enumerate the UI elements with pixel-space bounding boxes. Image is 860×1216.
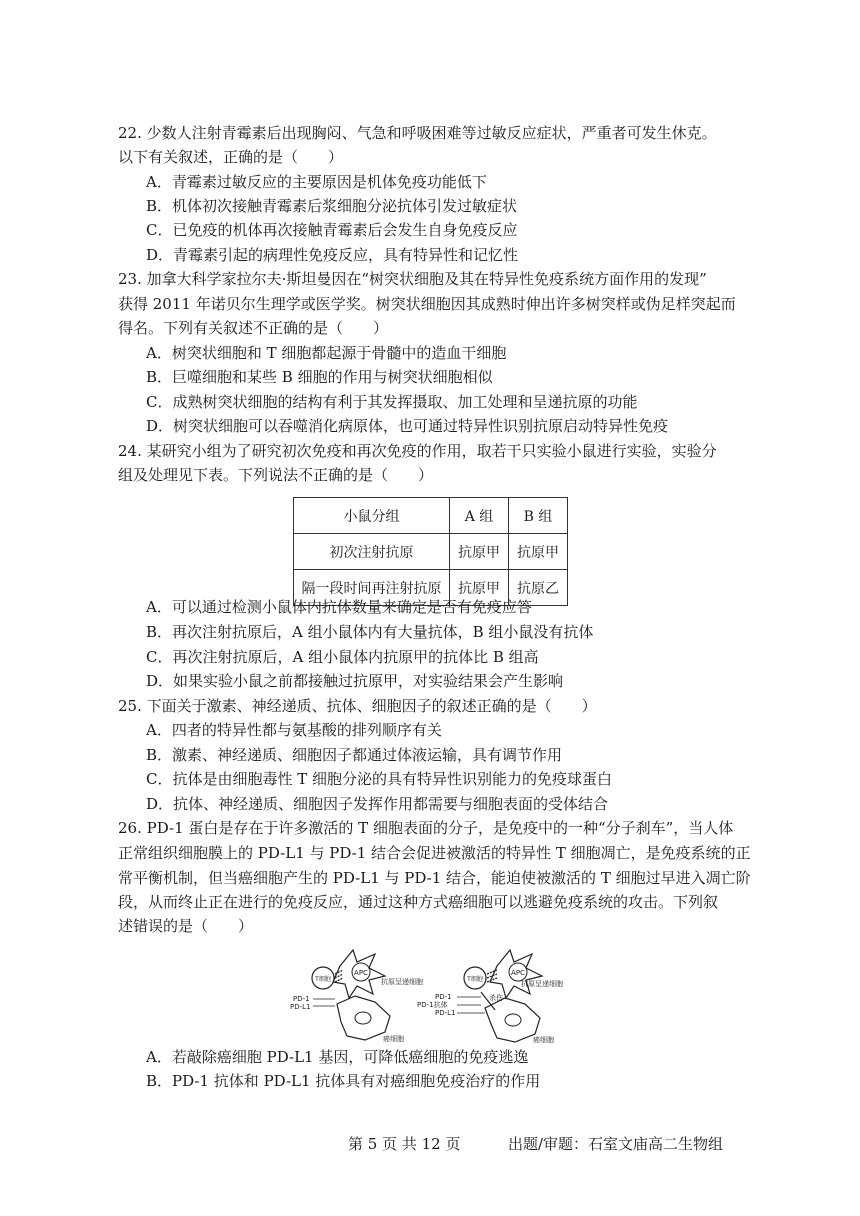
q23-option-c: C．成熟树突状细胞的结构有利于其发挥摄取、加工处理和呈递抗原的功能: [146, 393, 638, 411]
page-number: 第 5 页 共 12 页: [348, 1135, 461, 1153]
right-tcell-label: T细胞: [467, 976, 483, 983]
q23-option-d: D．树突状细胞可以吞噬消化病原体，也可通过特异性识别抗原启动特异性免疫: [146, 417, 669, 435]
q23-stem-line3: 得名。下列有关叙述不正确的是（ ）: [118, 319, 389, 337]
q26-stem-line5: 述错误的是（ ）: [118, 917, 254, 935]
cancer-cell-shape: [485, 998, 540, 1042]
q26-stem-line2: 正常组织细胞膜上的 PD-L1 与 PD-1 结合会促进被激活的特异性 T 细胞凋亡，是免疫系统的正: [118, 844, 751, 862]
table-header-cell: A 组: [450, 498, 509, 534]
q25-option-a: A．四者的特异性都与氨基酸的排列顺序有关: [146, 721, 442, 739]
cancer-nucleus: [505, 1014, 521, 1026]
footer-source: 出题/审题：石室文庙高二生物组: [508, 1135, 724, 1153]
q24-experiment-table: [293, 497, 568, 606]
right-kill-label: 杀伤: [489, 994, 503, 1002]
q25-option-b: B．激素、神经递质、细胞因子都通过体液运输，具有调节作用: [146, 746, 563, 764]
q24-option-c: C．再次注射抗原后，A 组小鼠体内抗原甲的抗体比 B 组高: [146, 648, 539, 666]
left-cancer-label: 癌细胞: [383, 1035, 404, 1043]
table-header-row: [294, 498, 568, 534]
right-pd1-label: PD-1: [435, 993, 452, 1001]
table-cell: 抗原甲: [450, 534, 509, 570]
table-cell: 隔一段时间再注射抗原: [294, 570, 450, 606]
q23-stem-line1: 23. 加拿大科学家拉尔夫·斯坦曼因在“树突状细胞及其在特异性免疫系统方面作用的发现”: [118, 270, 707, 288]
q22-option-b: B．机体初次接触青霉素后浆细胞分泌抗体引发过敏症状: [146, 197, 518, 215]
q26-option-b: B．PD-1 抗体和 PD-L1 抗体具有对癌细胞免疫治疗的作用: [146, 1072, 541, 1090]
right-cancer-label: 癌细胞: [533, 1036, 554, 1044]
table-cell: 初次注射抗原: [294, 534, 450, 570]
table-cell: 抗原乙: [509, 570, 568, 606]
q22-option-c: C．已免疫的机体再次接触青霉素后会发生自身免疫反应: [146, 221, 518, 239]
q24-stem-line2: 组及处理见下表。下列说法不正确的是（ ）: [118, 466, 434, 484]
q25-option-c: C．抗体是由细胞毒性 T 细胞分泌的具有特异性识别能力的免疫球蛋白: [146, 770, 613, 788]
q26-stem-line3: 常平衡机制，但当癌细胞产生的 PD-L1 与 PD-1 结合，能迫使被激活的 T 细胞过早进入凋亡阶: [118, 869, 751, 887]
left-apc-label: APC: [354, 969, 368, 977]
cancer-cell-shape: [337, 996, 390, 1040]
table-row: [294, 534, 568, 570]
q25-stem-line1: 25. 下面关于激素、神经递质、抗体、细胞因子的叙述正确的是（ ）: [118, 697, 597, 715]
left-apc-text: 抗原呈递细胞: [381, 978, 423, 986]
q22-stem-line2: 以下有关叙述，正确的是（ ）: [118, 148, 344, 166]
q23-option-a: A．树突状细胞和 T 细胞都起源于骨髓中的造血干细胞: [146, 344, 507, 362]
right-pdl1-label: PD-L1: [435, 1009, 456, 1017]
pd-connector-lines: [457, 997, 485, 1013]
right-apc-text: 抗原呈递细胞: [521, 980, 563, 988]
q22-option-d: D．青霉素引起的病理性免疫反应，具有特异性和记忆性: [146, 246, 519, 264]
q26-stem-line1: 26. PD-1 蛋白是存在于许多激活的 T 细胞表面的分子，是免疫中的一种“分子刹车”，当人体: [118, 819, 734, 837]
q23-option-b: B．巨噬细胞和某些 B 细胞的作用与树突状细胞相似: [146, 368, 493, 386]
q22-stem-line1: 22. 少数人注射青霉素后出现胸闷、气急和呼吸困难等过敏反应症状，严重者可发生休克。: [118, 124, 717, 142]
right-antibody-label: PD-1抗体: [417, 1001, 448, 1009]
right-panel: [417, 950, 563, 1044]
left-panel: [290, 950, 423, 1043]
q25-option-d: D．抗体、神经递质、细胞因子发挥作用都需要与细胞表面的受体结合: [146, 795, 609, 813]
pd-connector-lines: [313, 999, 335, 1006]
right-apc-label: APC: [511, 969, 525, 977]
q24-option-b: B．再次注射抗原后，A 组小鼠体内有大量抗体，B 组小鼠没有抗体: [146, 623, 594, 641]
q24-stem-line1: 24. 某研究小组为了研究初次免疫和再次免疫的作用，取若干只实验小鼠进行实验，实验分: [118, 442, 717, 460]
left-pd1-label: PD-1: [293, 995, 310, 1003]
q23-stem-line2: 获得 2011 年诺贝尔生理学或医学奖。树突状细胞因其成熟时伸出许多树突样或伪足样突起而: [118, 295, 736, 313]
q24-option-a: A．可以通过检测小鼠体内抗体数量来确定是否有免疫应答: [146, 598, 532, 616]
table-header-cell: 小鼠分组: [294, 498, 450, 534]
q24-option-d: D．如果实验小鼠之前都接触过抗原甲，对实验结果会产生影响: [146, 672, 564, 690]
pd1-mechanism-diagram: [285, 944, 595, 1044]
q26-option-a: A．若敲除癌细胞 PD-L1 基因，可降低癌细胞的免疫逃逸: [146, 1048, 529, 1066]
table-cell: 抗原甲: [450, 570, 509, 606]
table-cell: 抗原甲: [509, 534, 568, 570]
left-tcell-label: T细胞: [315, 976, 331, 983]
cancer-nucleus: [355, 1012, 371, 1024]
q22-option-a: A．青霉素过敏反应的主要原因是机体免疫功能低下: [146, 173, 487, 191]
q26-stem-line4: 段，从而终止正在进行的免疫反应，通过这种方式癌细胞可以逃避免疫系统的攻击。下列叙: [118, 893, 719, 911]
left-pdl1-label: PD-L1: [290, 1003, 311, 1011]
table-header-cell: B 组: [509, 498, 568, 534]
